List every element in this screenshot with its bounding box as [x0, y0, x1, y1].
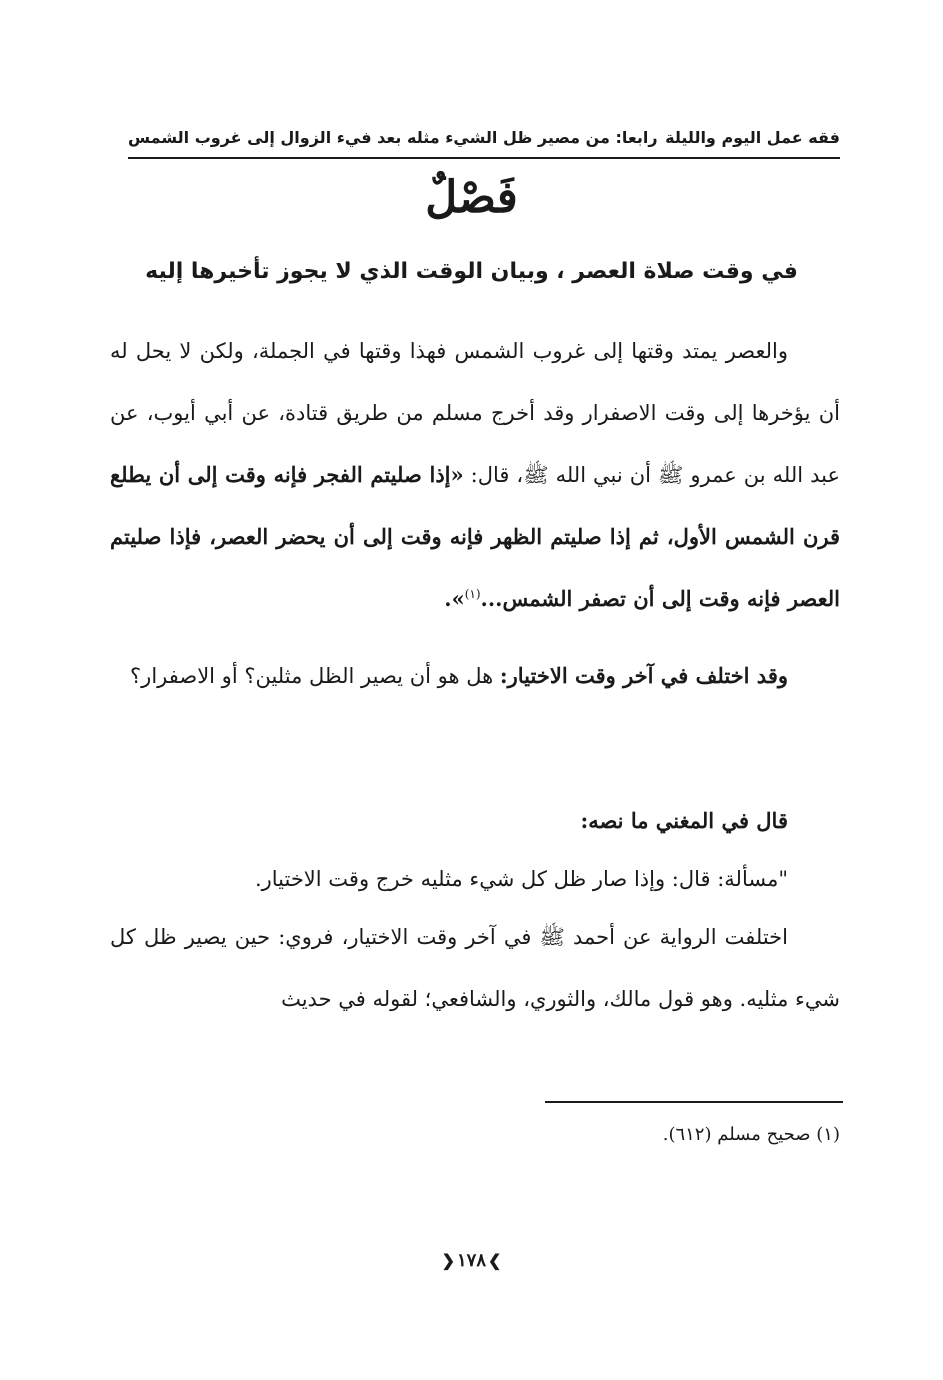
hadith-quote: «إذا صليتم الفجر فإنه وقت إلى أن يطلع قرن الشمس الأول، ثم إذا صليتم الظهر فإنه وقت إلى أن يحضر العصر، فإذا صليتم العصر فإنه وقت إلى أن تصفر الشمس...	[110, 462, 840, 611]
running-header	[128, 128, 840, 154]
paragraph-5: اختلفت الرواية عن أحمد ﷺ في آخر وقت الاختيار، فروي: حين يصير ظل كل شيء مثليه. وهو قول مالك، والثوري، والشافعي؛ لقوله في حديث	[110, 925, 840, 1011]
page-ornament-left: ❮	[441, 1251, 455, 1270]
footnote: (١) صحيح مسلم (٦١٢).	[662, 1124, 840, 1145]
page-number-block	[0, 1246, 943, 1276]
book-title: فقه عمل اليوم والليلة	[665, 128, 840, 147]
paragraph-1-text: والعصر يمتد وقتها إلى غروب الشمس فهذا وقتها في الجملة، ولكن لا يحل له أن يؤخرها إلى وقت الاصفرار وقد أخرج مسلم من طريق قتادة، عن أبي أيوب، عن عبد الله بن عمرو ﷺ أن نبي الله ﷺ، قال:	[110, 339, 840, 487]
page-number: ١٧٨	[456, 1250, 486, 1271]
header-divider	[128, 157, 840, 159]
quote-end: ».	[444, 586, 465, 611]
section-heading: فَصْلٌ	[425, 172, 518, 223]
footnote-reference[interactable]: (١)	[464, 587, 481, 601]
paragraph-2-lead: وقد اختلف في آخر وقت الاختيار:	[499, 663, 788, 688]
paragraph-2-text: هل هو أن يصير الظل مثلين؟ أو الاصفرار؟	[130, 664, 500, 688]
paragraph-1	[110, 320, 840, 630]
paragraph-2	[110, 645, 840, 707]
chapter-title: رابعا: من مصير ظل الشيء مثله بعد فيء الزوال إلى غروب الشمس	[128, 128, 658, 147]
paragraph-3: قال في المغني ما نصه:	[580, 808, 788, 833]
section-subtitle: في وقت صلاة العصر ، وبيان الوقت الذي لا يجوز تأخيرها إليه	[145, 259, 798, 284]
paragraph-4: "مسألة: قال: وإذا صار ظل كل شيء مثليه خرج وقت الاختيار.	[254, 867, 788, 891]
page-ornament-right: ❯	[488, 1251, 502, 1270]
footnote-divider	[545, 1101, 843, 1103]
